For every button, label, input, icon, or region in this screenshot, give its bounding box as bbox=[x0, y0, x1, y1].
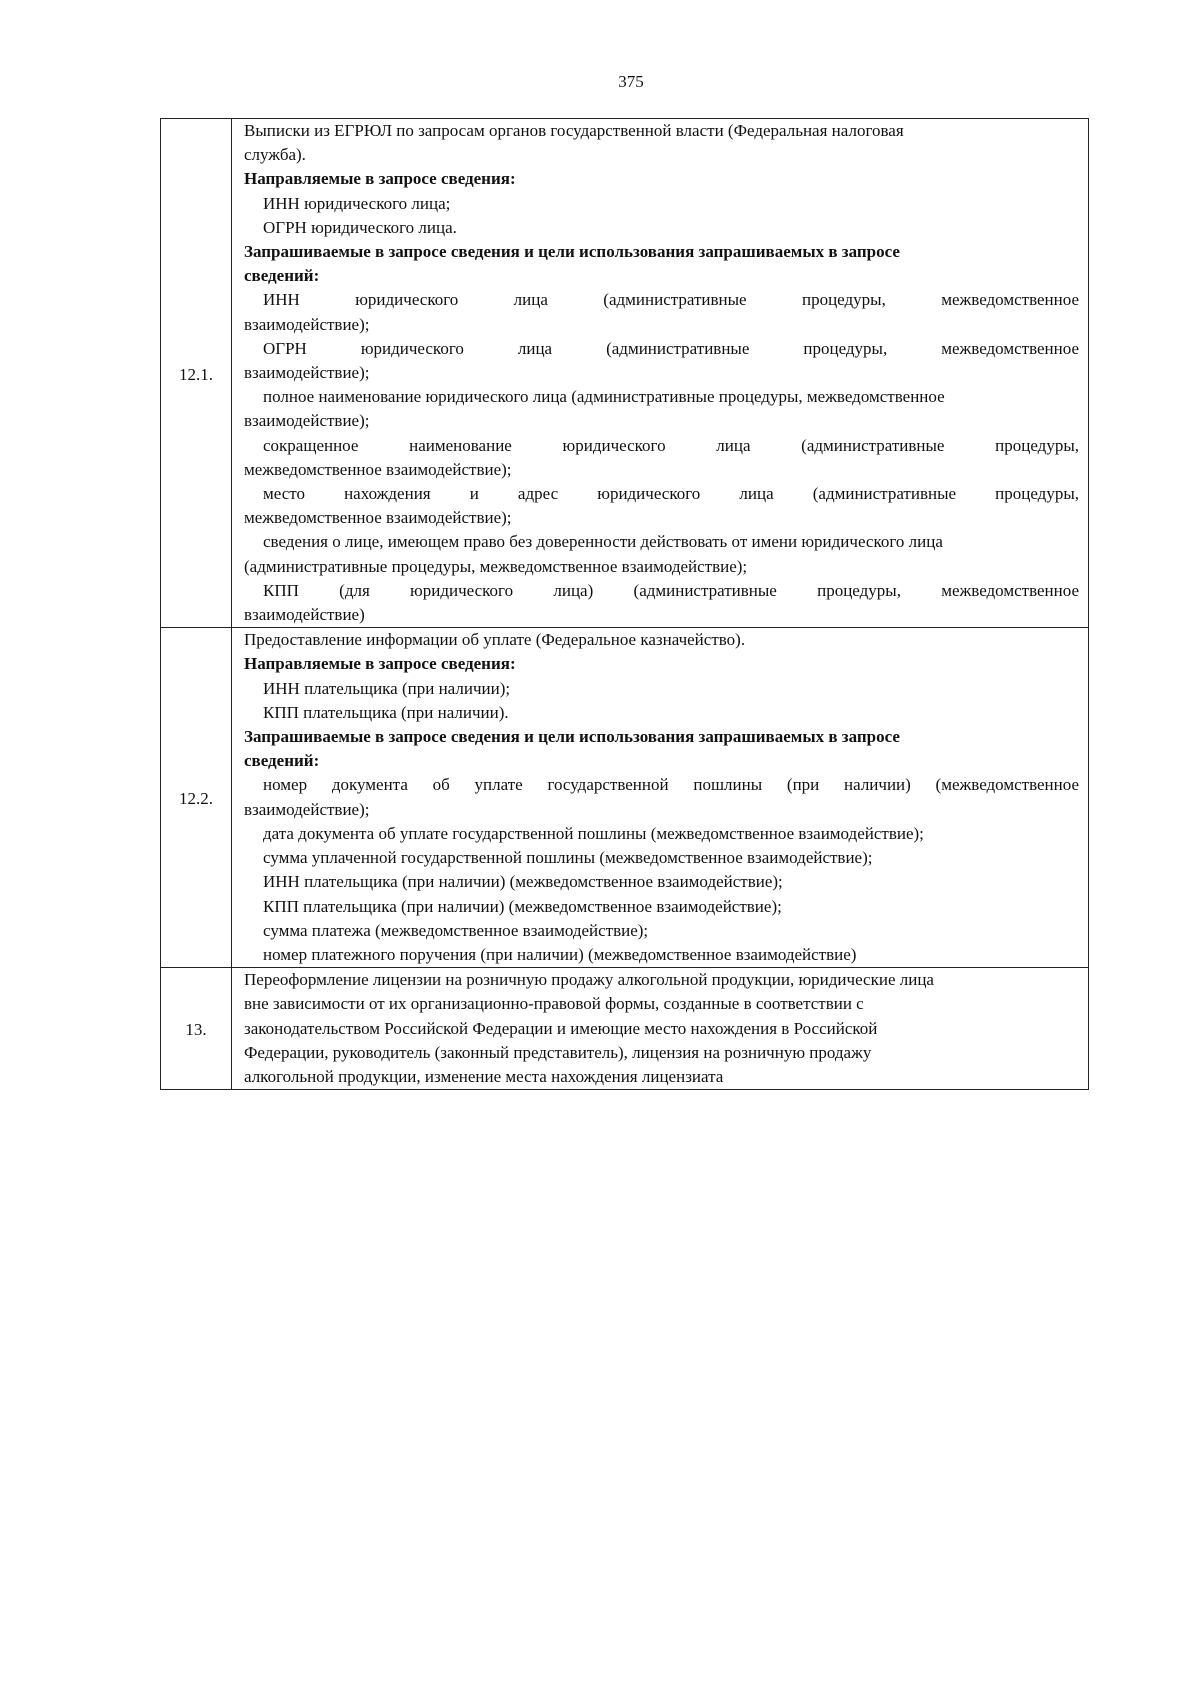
row-content-cell bbox=[232, 119, 1089, 628]
section-heading-line: Запрашиваемые в запросе сведения и цели использования запрашиваемых в запросе bbox=[244, 242, 900, 262]
content-line: ОГРН юридического лица. bbox=[263, 217, 457, 237]
section-heading-line: Направляемые в запросе сведения: bbox=[244, 169, 516, 189]
content-line: взаимодействие); bbox=[244, 799, 370, 819]
row-content-cell bbox=[232, 628, 1089, 968]
table-row bbox=[161, 968, 1089, 1090]
content-line: (административные процедуры, межведомственное взаимодействие); bbox=[244, 556, 748, 576]
row-content-cell bbox=[232, 968, 1089, 1090]
content-line: взаимодействие) bbox=[244, 605, 365, 625]
content-line: служба). bbox=[244, 145, 306, 165]
content-line: межведомственное взаимодействие); bbox=[244, 459, 512, 479]
content-line: дата документа об уплате государственной пошлины (межведомственное взаимодействие); bbox=[263, 823, 924, 843]
section-heading-line: сведений: bbox=[244, 751, 320, 771]
section-heading-line: Запрашиваемые в запросе сведения и цели использования запрашиваемых в запросе bbox=[244, 727, 900, 747]
content-line: КПП плательщика (при наличии) (межведомственное взаимодействие); bbox=[263, 896, 782, 916]
content-line: алкогольной продукции, изменение места нахождения лицензиата bbox=[244, 1066, 724, 1086]
section-heading-line: Направляемые в запросе сведения: bbox=[244, 654, 516, 674]
content-line: номер платежного поручения (при наличии) (межведомственное взаимодействие) bbox=[263, 944, 857, 964]
row-number: 13. bbox=[185, 1020, 207, 1040]
services-table bbox=[160, 118, 1089, 1090]
table-body bbox=[161, 119, 1089, 1090]
content-line: место нахождения и адрес юридического лица (административные процедуры, bbox=[263, 484, 1079, 504]
table-row bbox=[161, 119, 1089, 628]
table-row bbox=[161, 628, 1089, 968]
content-line: КПП (для юридического лица) (административные процедуры, межведомственное bbox=[263, 580, 1079, 600]
row-number-cell bbox=[161, 119, 232, 628]
content-line: Федерации, руководитель (законный представитель), лицензия на розничную продажу bbox=[244, 1042, 872, 1062]
content-line: ИНН юридического лица; bbox=[263, 193, 451, 213]
content-line: вне зависимости от их организационно-правовой формы, созданные в соответствии с bbox=[244, 994, 864, 1014]
page-number: 375 bbox=[618, 72, 644, 91]
content-line: Выписки из ЕГРЮЛ по запросам органов государственной власти (Федеральная налоговая bbox=[244, 121, 904, 140]
content-line: межведомственное взаимодействие); bbox=[244, 508, 512, 528]
content-line: ОГРН юридического лица (административные процедуры, межведомственное bbox=[263, 338, 1079, 358]
row-number: 12.1. bbox=[179, 364, 213, 384]
content-line: взаимодействие); bbox=[244, 363, 370, 383]
content-line: взаимодействие); bbox=[244, 411, 370, 431]
content-line: номер документа об уплате государственной пошлины (при наличии) (межведомственное bbox=[263, 775, 1079, 795]
content-line: Переоформление лицензии на розничную продажу алкогольной продукции, юридические лица bbox=[244, 970, 934, 990]
section-heading-line: сведений: bbox=[244, 266, 320, 286]
content-line: ИНН юридического лица (административные процедуры, межведомственное bbox=[263, 290, 1079, 310]
content-line: сокращенное наименование юридического лица (административные процедуры, bbox=[263, 435, 1079, 455]
content-line: ИНН плательщика (при наличии); bbox=[263, 678, 511, 698]
content-line: сумма платежа (межведомственное взаимодействие); bbox=[263, 920, 649, 940]
content-line: ИНН плательщика (при наличии) (межведомственное взаимодействие); bbox=[263, 872, 783, 892]
content-line: законодательством Российской Федерации и имеющие место нахождения в Российской bbox=[244, 1018, 878, 1038]
content-line: полное наименование юридического лица (административные процедуры, межведомственное bbox=[263, 387, 945, 407]
content-line: КПП плательщика (при наличии). bbox=[263, 702, 509, 722]
row-number: 12.2. bbox=[179, 789, 213, 809]
row-number-cell bbox=[161, 628, 232, 968]
content-line: сведения о лице, имеющем право без доверенности действовать от имени юридического лица bbox=[263, 532, 943, 552]
content-line: взаимодействие); bbox=[244, 314, 370, 334]
content-line: Предоставление информации об уплате (Федеральное казначейство). bbox=[244, 630, 746, 650]
row-number-cell bbox=[161, 968, 232, 1090]
content-line: сумма уплаченной государственной пошлины (межведомственное взаимодействие); bbox=[263, 848, 873, 868]
